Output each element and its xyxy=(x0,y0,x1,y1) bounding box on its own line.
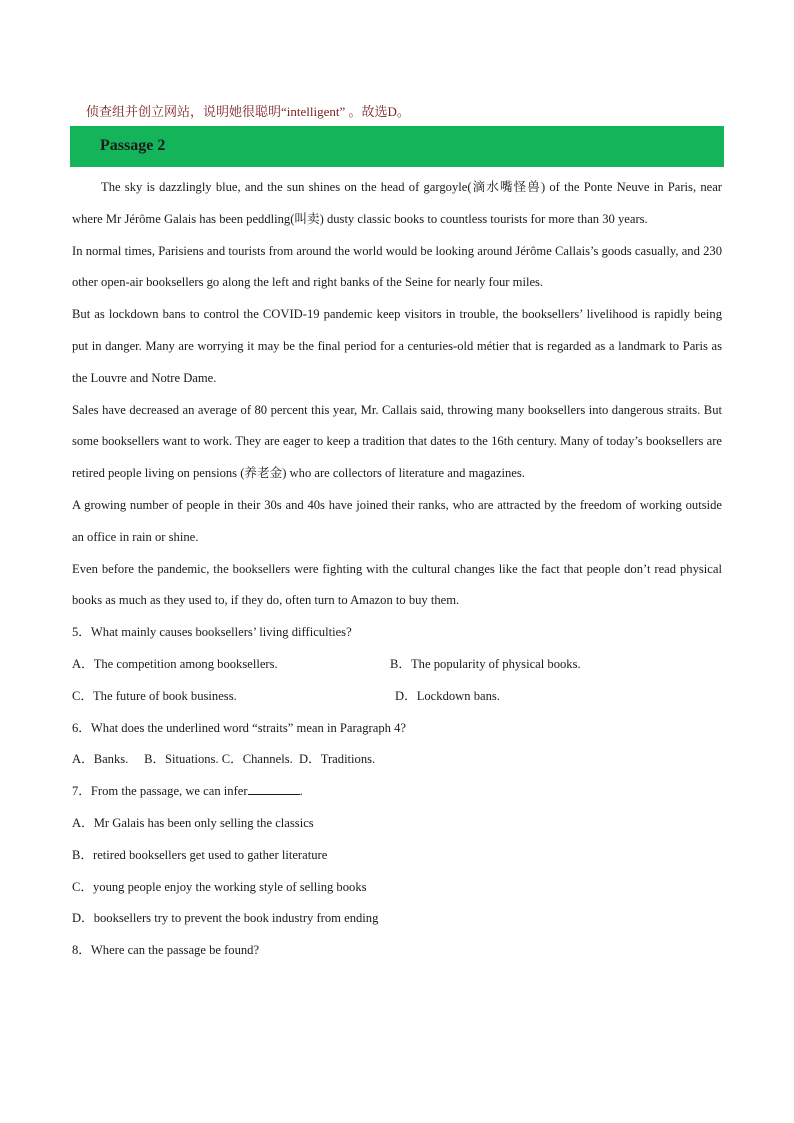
question-6-options[interactable]: A．Banks. B．Situations. C．Channels. D．Traditions. xyxy=(72,752,376,767)
question-5-options-row-2 xyxy=(72,681,722,713)
question-6-stem: 6．What does the underlined word “straits” mean in Paragraph 4? xyxy=(72,720,406,735)
question-5-option-a[interactable]: A．The competition among booksellers. xyxy=(72,656,278,671)
paragraph-2: In normal times, Parisiens and tourists from around the world would be looking around Jérôme Callais’s goods casually, and 230 other open-air booksellers go along the left and right banks of the Seine for nearly four miles. xyxy=(72,243,722,290)
question-8-stem: 8．Where can the passage be found? xyxy=(72,943,260,958)
question-5-option-c[interactable]: C．The future of book business. xyxy=(72,688,237,703)
question-5-option-d[interactable]: D．Lockdown bans. xyxy=(395,688,500,703)
question-7-option-c[interactable]: C．young people enjoy the working style of selling books xyxy=(72,879,367,894)
question-7-stem-text: 7．From the passage, we can infer xyxy=(72,784,248,799)
paragraph-5: A growing number of people in their 30s and 40s have joined their ranks, who are attracted by the freedom of working outside an office in rain or shine. xyxy=(72,497,722,544)
question-7-option-d[interactable]: D．booksellers try to prevent the book industry from ending xyxy=(72,911,379,926)
question-7-stem-end: . xyxy=(299,784,303,799)
paragraph-6: Even before the pandemic, the booksellers were fighting with the cultural changes like the fact that people don’t read physical books as much as they used to, if they do, often turn to Amazon to buy them. xyxy=(72,561,722,608)
passage-title: Passage 2 xyxy=(100,137,166,154)
answer-blank xyxy=(248,781,300,795)
paragraph-4: Sales have decreased an average of 80 percent this year, Mr. Callais said, throwing many booksellers into dangerous straits. But some booksellers want to work. They are eager to keep a tradition that dates to the 16th century. Many of today’s booksellers are retired people living on pensions (养老金) who are collectors of literature and magazines. xyxy=(72,402,722,481)
paragraph-1: The sky is dazzlingly blue, and the sun shines on the head of gargoyle(滴水嘴怪兽) of the Ponte Neuve in Paris, near where Mr Jérôme Galais has been peddling(叫卖) dusty classic books to countless tourists for more than 30 years. xyxy=(72,180,722,226)
question-5-stem: 5．What mainly causes booksellers’ living difficulties? xyxy=(72,625,352,640)
question-7-stem xyxy=(72,776,722,808)
passage-content xyxy=(72,172,722,967)
previous-answer-explanation: 侦查组并创立网站，说明她很聪明“intelligent” 。故选D。 xyxy=(86,104,410,119)
question-5-options-row-1 xyxy=(72,649,722,681)
question-5-option-b[interactable]: B．The popularity of physical books. xyxy=(390,656,581,671)
paragraph-3: But as lockdown bans to control the COVID-19 pandemic keep visitors in trouble, the booksellers’ livelihood is rapidly being put in danger. Many are worrying it may be the final period for a centuries-old métier that is regarded as a landmark to Paris as the Louvre and Notre Dame. xyxy=(72,307,722,385)
passage-header-banner xyxy=(70,126,724,167)
question-7-option-a[interactable]: A．Mr Galais has been only selling the classics xyxy=(72,815,314,830)
question-7-option-b[interactable]: B．retired booksellers get used to gather literature xyxy=(72,847,328,862)
